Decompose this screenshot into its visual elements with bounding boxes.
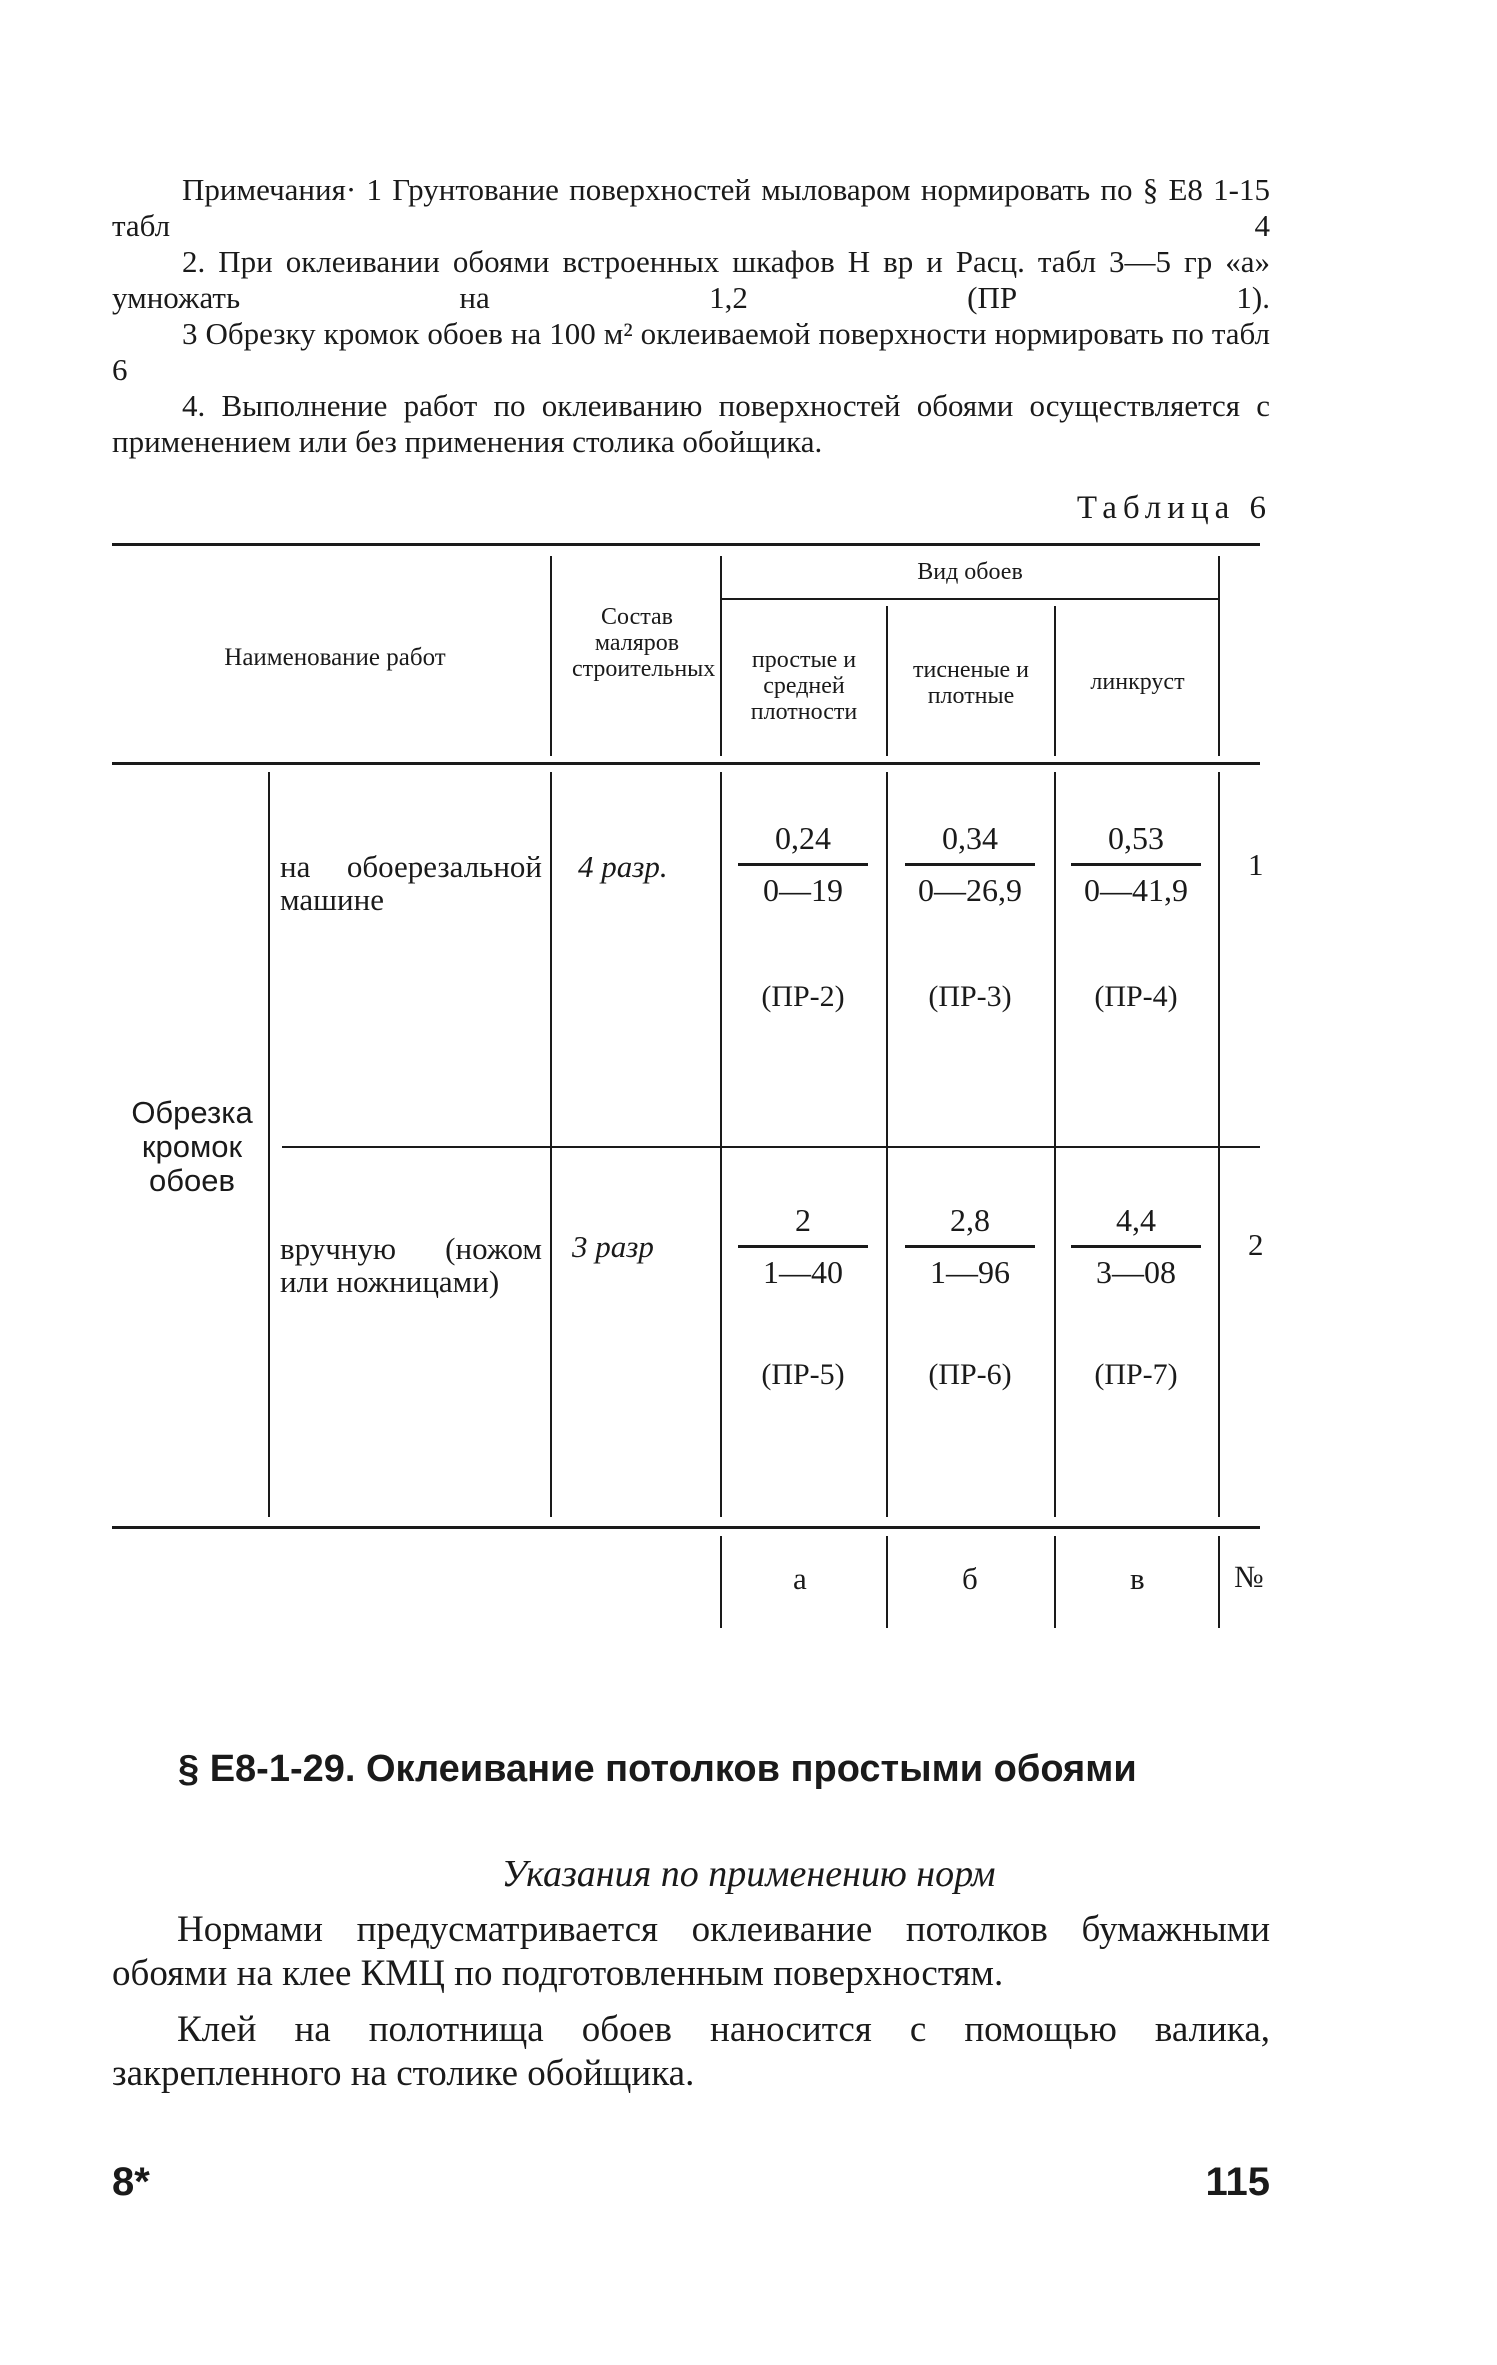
footer-col-c: в <box>1130 1561 1145 1596</box>
body-paragraph-2: Клей на полотнища обоев наносится с помощью валика, закрепленного на столике обойщика. <box>112 2009 1270 2094</box>
row2-col-c-value <box>1071 1202 1201 1291</box>
vline-c-header <box>1054 606 1056 756</box>
vline-no-header <box>1218 556 1220 756</box>
row1-col-a-ref: (ПР-2) <box>761 980 845 1013</box>
vline-b <box>886 772 888 1517</box>
row2-col-a-value <box>738 1202 868 1291</box>
norm-time: 2,8 <box>905 1202 1035 1248</box>
vline-crew <box>550 772 552 1517</box>
rate: 0—19 <box>763 872 843 908</box>
body-paragraph-1: Нормами предусматривается оклеивание потолков бумажными обоями на клее КМЦ по подготовленным поверхностям. <box>112 1909 1270 1994</box>
norm-time: 2 <box>738 1202 868 1248</box>
header-col-a: простые и средней плотности <box>750 647 858 725</box>
vline-c-footer <box>1054 1536 1056 1628</box>
header-work-name: Наименование работ <box>224 644 446 671</box>
row2-method: вручную (ножом или ножницами) <box>280 1231 542 1299</box>
header-col-c: линкруст <box>1090 669 1185 695</box>
row2-col-b-value <box>905 1202 1035 1291</box>
rate: 1—96 <box>930 1254 1010 1290</box>
section-heading: § Е8-1-29. Оклеивание потолков простыми обоями <box>178 1748 1137 1790</box>
row1-crew: 4 разр. <box>578 849 668 884</box>
note-2: 2. При оклеивании обоями встроенных шкафов Н вр и Расц. табл 3—5 гр «а» умножать на 1,2 (ПР 1). <box>112 244 1270 315</box>
vline-crew-header <box>550 556 552 756</box>
vline-b-footer <box>886 1536 888 1628</box>
header-bottom-rule <box>112 762 1260 765</box>
row1-col-a-value <box>738 820 868 909</box>
vline-no <box>1218 772 1220 1517</box>
rate: 0—41,9 <box>1084 872 1188 908</box>
table-label: Таблица 6 <box>1076 490 1272 526</box>
vline-a <box>720 772 722 1517</box>
rate: 0—26,9 <box>918 872 1022 908</box>
vline-c <box>1054 772 1056 1517</box>
row2-number: 2 <box>1248 1227 1264 1262</box>
vline-a-footer <box>720 1536 722 1628</box>
vline-no-footer <box>1218 1536 1220 1628</box>
header-col-b: тисненые и плотные <box>913 657 1029 709</box>
row-separator-rule <box>282 1146 1260 1148</box>
vline-b-header <box>886 606 888 756</box>
footer-col-b: б <box>962 1561 978 1596</box>
row1-col-b-value <box>905 820 1035 909</box>
header-crew: Состав маляров строительных <box>572 604 716 682</box>
notes-block <box>112 172 1270 460</box>
rate: 3—08 <box>1096 1254 1176 1290</box>
row1-method: на обоерезальной машине <box>280 849 542 917</box>
note-4: 4. Выполнение работ по оклеиванию поверхностей обоями осуществляется с применением или без применения столика обойщика. <box>112 388 1270 459</box>
row1-col-c-value <box>1071 820 1201 909</box>
page-number: 115 <box>1205 2160 1270 2204</box>
header-wallpaper-type: Вид обоев <box>917 559 1023 585</box>
norm-time: 0,53 <box>1071 820 1201 866</box>
footer-number-label: № <box>1234 1559 1264 1594</box>
table-bottom-rule <box>112 1526 1260 1529</box>
row1-col-b-ref: (ПР-3) <box>928 980 1012 1013</box>
vline-work-name <box>268 772 270 1517</box>
signature-mark: 8* <box>112 2160 150 2204</box>
norm-time: 0,24 <box>738 820 868 866</box>
note-1: Примечания· 1 Грунтование поверхностей мыловаром нормировать по § Е8 1-15 табл 4 <box>112 172 1270 243</box>
row1-number: 1 <box>1248 847 1264 882</box>
row2-col-a-ref: (ПР-5) <box>761 1358 845 1391</box>
row2-crew: 3 разр <box>572 1229 654 1264</box>
row2-col-b-ref: (ПР-6) <box>928 1358 1012 1391</box>
note-3: 3 Обрезку кромок обоев на 100 м² оклеиваемой поверхности нормировать по табл 6 <box>112 316 1270 387</box>
vline-a-header <box>720 556 722 756</box>
footer-col-a: а <box>793 1561 807 1596</box>
norm-time: 0,34 <box>905 820 1035 866</box>
group-header-rule <box>720 598 1220 600</box>
norm-time: 4,4 <box>1071 1202 1201 1248</box>
section-body <box>112 1908 1270 2096</box>
section-subheading: Указания по применению норм <box>501 1853 996 1895</box>
table-top-rule <box>112 543 1260 546</box>
row1-col-c-ref: (ПР-4) <box>1094 980 1178 1013</box>
work-name: Обрезка кромок обоев <box>131 1095 253 1198</box>
row2-col-c-ref: (ПР-7) <box>1094 1358 1178 1391</box>
rate: 1—40 <box>763 1254 843 1290</box>
